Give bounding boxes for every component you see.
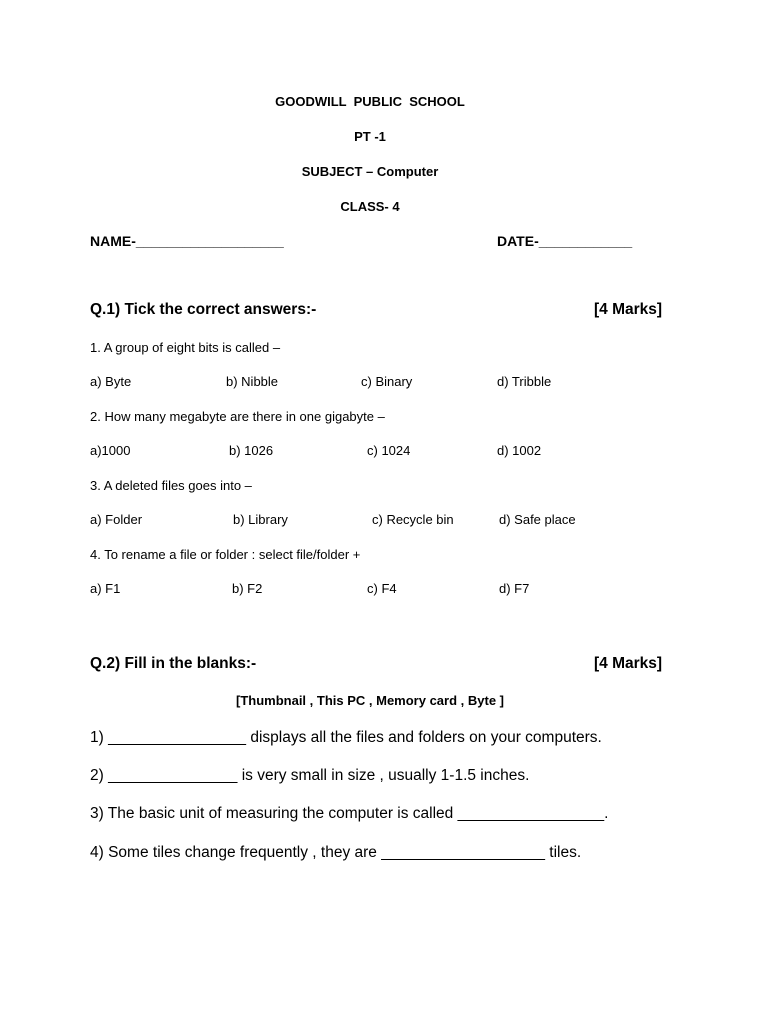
q1-option-1a: a) Byte — [90, 374, 132, 389]
q2-item-1: 1) ________________ displays all the files and folders on your computers. — [90, 729, 602, 746]
q1-question-4: 4. To rename a file or folder : select file/folder + — [90, 547, 361, 562]
q2-item-2: 2) _______________ is very small in size , usually 1-1.5 inches. — [90, 767, 530, 784]
q1-option-2d: d) 1002 — [497, 443, 542, 458]
q1-option-3b: b) Library — [233, 512, 288, 527]
q1-marks: [4 Marks] — [594, 301, 663, 318]
q1-question-1: 1. A group of eight bits is called – — [90, 340, 281, 355]
q1-option-1d: d) Tribble — [497, 374, 552, 389]
q1-option-3d: d) Safe place — [499, 512, 576, 527]
q1-option-2a: a)1000 — [90, 443, 131, 458]
q1-question-2: 2. How many megabyte are there in one gigabyte – — [90, 409, 385, 424]
q1-option-4b: b) F2 — [232, 581, 263, 596]
q1-option-4d: d) F7 — [499, 581, 530, 596]
q2-title: Q.2) Fill in the blanks:- — [90, 655, 257, 672]
q2-item-3: 3) The basic unit of measuring the computer is called _________________. — [90, 805, 609, 822]
q1-question-3: 3. A deleted files goes into – — [90, 478, 252, 493]
q2-word-bank: [Thumbnail , This PC , Memory card , Byte ] — [236, 693, 504, 708]
q1-option-2c: c) 1024 — [367, 443, 411, 458]
subject-line: SUBJECT – Computer — [301, 164, 439, 179]
q1-option-3a: a) Folder — [90, 512, 143, 527]
name-field: NAME-___________________ — [90, 233, 284, 249]
q1-option-2b: b) 1026 — [229, 443, 274, 458]
q2-marks: [4 Marks] — [594, 655, 663, 672]
test-name: PT -1 — [354, 129, 386, 144]
q1-title: Q.1) Tick the correct answers:- — [90, 301, 317, 318]
class-line: CLASS- 4 — [340, 199, 400, 214]
q1-option-1c: c) Binary — [361, 374, 413, 389]
q1-option-3c: c) Recycle bin — [372, 512, 454, 527]
q1-option-4a: a) F1 — [90, 581, 121, 596]
q1-option-4c: c) F4 — [367, 581, 397, 596]
date-field: DATE-____________ — [497, 233, 633, 249]
q1-option-1b: b) Nibble — [226, 374, 279, 389]
q2-item-4: 4) Some tiles change frequently , they are ___________________ tiles. — [90, 844, 582, 861]
school-name: GOODWILL PUBLIC SCHOOL — [275, 94, 465, 109]
